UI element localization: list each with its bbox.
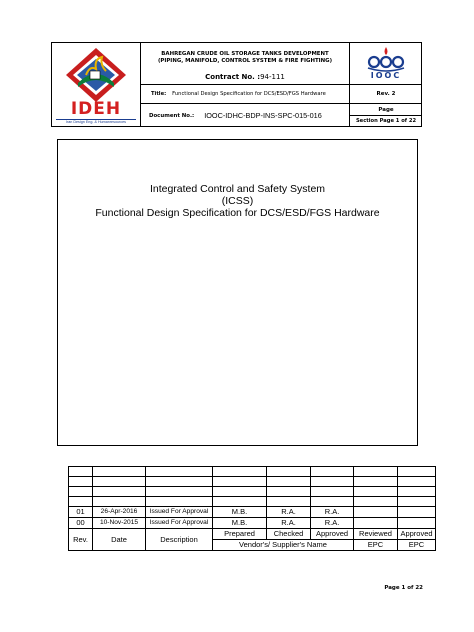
document-header (51, 42, 422, 127)
project-title-line1: BAHREGAN CRUDE OIL STORAGE TANKS DEVELOPMENT (161, 50, 329, 57)
title-label: Title: (151, 91, 167, 97)
epc-header: EPC (354, 540, 398, 551)
page-label: Page (378, 106, 394, 113)
approved2-cell (398, 518, 436, 529)
table-header-row (69, 529, 436, 540)
contract-number (141, 70, 349, 83)
description-cell: Issued For Approval (146, 507, 213, 518)
revision-table (68, 466, 436, 551)
project-title (141, 46, 349, 70)
approved-cell: R.A. (311, 507, 354, 518)
vendor-header: Vendor's/ Supplier's Name (213, 540, 354, 551)
date-cell: 26-Apr-2016 (93, 507, 146, 518)
project-title-line2: (PIPING, MANIFOLD, CONTROL SYSTEM & FIRE FIGHTING) (157, 58, 333, 64)
title-row (141, 85, 349, 103)
reviewed-header: Reviewed (354, 529, 398, 540)
iooc-logo-text: IOOC (370, 71, 402, 80)
document-number: IOOC-IDHC-BDP-INS-SPC-015-016 (204, 111, 322, 120)
approved-header: Approved (311, 529, 354, 540)
ideh-emblem-icon (56, 45, 136, 105)
checked-header: Checked (267, 529, 311, 540)
document-number-row (141, 104, 349, 127)
table-row (69, 507, 436, 518)
table-row (69, 497, 436, 507)
description-header: Description (146, 529, 213, 551)
document-title-line1: Integrated Control and Safety System (149, 183, 326, 195)
table-row (69, 477, 436, 487)
ideh-logo-text: IDEH (70, 99, 122, 119)
date-header: Date (93, 529, 146, 551)
revision-label: Rev. 2 (376, 91, 396, 97)
prepared-cell: M.B. (213, 507, 267, 518)
title-value: Functional Design Specification for DCS/ESD/FGS Hardware (172, 91, 326, 97)
checked-cell: R.A. (267, 518, 311, 529)
approved2-cell (398, 507, 436, 518)
table-row (69, 487, 436, 497)
contract-label: Contract No. : (205, 72, 261, 81)
table-row (69, 467, 436, 477)
rev-header: Rev. (69, 529, 93, 551)
prepared-header: Prepared (213, 529, 267, 540)
date-cell: 10-Nov-2015 (93, 518, 146, 529)
iooc-logo (350, 43, 422, 84)
approved-cell: R.A. (311, 518, 354, 529)
contract-value: 94-111 (260, 72, 285, 81)
approved2-header: Approved (398, 529, 436, 540)
ideh-logo-subtext: Iran Design Eng. & Humanresources (56, 119, 136, 124)
table-row (69, 518, 436, 529)
document-title-box (57, 139, 418, 446)
document-title-line2: (ICSS) (221, 195, 254, 207)
rev-cell: 00 (69, 518, 93, 529)
document-label: Document No.: (149, 112, 195, 119)
reviewed-cell (354, 507, 398, 518)
ideh-logo (56, 45, 136, 125)
rev-cell: 01 (69, 507, 93, 518)
page-number-footer: Page 1 of 22 (384, 585, 423, 591)
document-title-line3: Functional Design Specification for DCS/ESD/FGS Hardware (95, 207, 380, 219)
reviewed-cell (354, 518, 398, 529)
epc-header: EPC (398, 540, 436, 551)
description-cell: Issued For Approval (146, 518, 213, 529)
prepared-cell: M.B. (213, 518, 267, 529)
checked-cell: R.A. (267, 507, 311, 518)
section-page: Section Page 1 of 22 (355, 118, 417, 124)
